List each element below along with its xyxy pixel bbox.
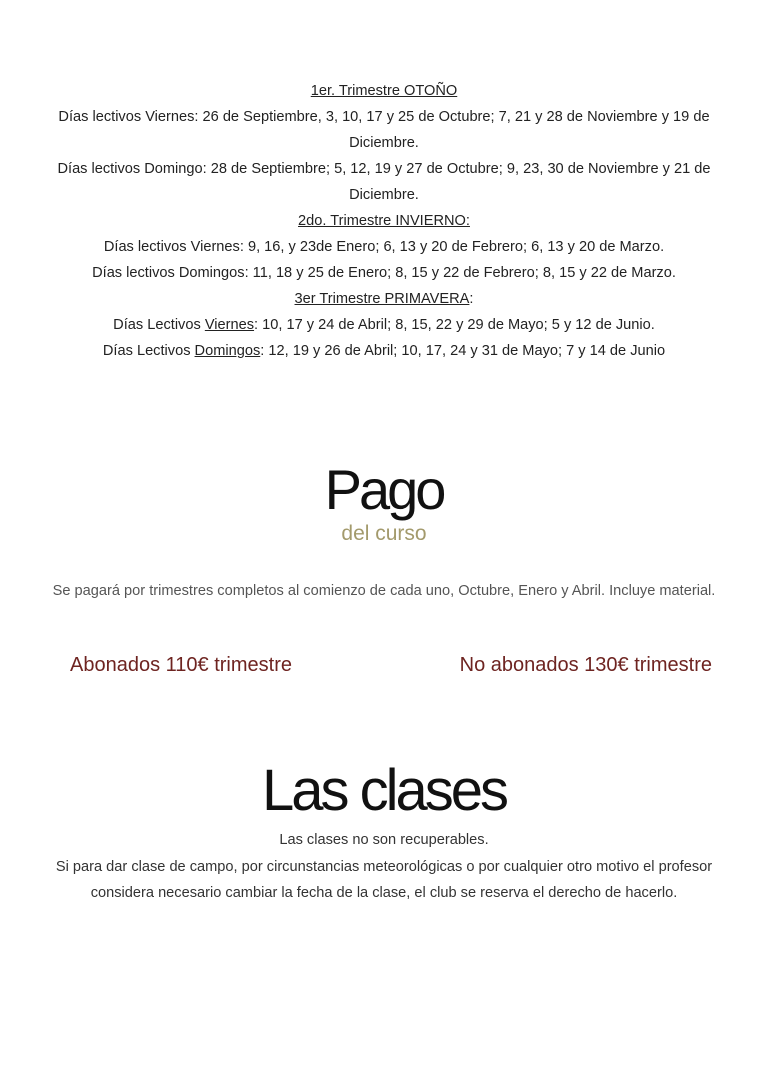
clases-title: Las clases: [261, 758, 507, 823]
trimestre-3-heading-line: [40, 286, 728, 312]
pago-title: Pago: [324, 458, 444, 521]
trimestre-1-viernes: Días lectivos Viernes: 26 de Septiembre, 3, 10, 17 y 25 de Octubre; 7, 21 y 28 de Noviembre y 19 de Diciembre.: [58, 109, 710, 151]
schedule-section: [40, 78, 728, 364]
trimestre-2-heading: 2do. Trimestre INVIERNO:: [298, 213, 470, 229]
trimestre-2-viernes: Días lectivos Viernes: 9, 16, y 23de Enero; 6, 13 y 20 de Febrero; 6, 13 y 20 de Marzo.: [103, 239, 665, 255]
trimestre-3-heading: 3er Trimestre PRIMAVERA: [294, 291, 470, 307]
pago-subtitle: del curso: [341, 522, 427, 545]
price-abonados: Abonados 110€ trimestre: [70, 654, 292, 676]
trimestre-3-viernes-rest: : 10, 17 y 24 de Abril; 8, 15, 22 y 29 de Mayo; 5 y 12 de Junio.: [254, 317, 655, 333]
clases-line-2: Si para dar clase de campo, por circunstancias meteorológicas o por cualquier otro motivo el profesor considera necesario cambiar la fecha de la clase, el club se reserva el derecho de hacerlo.: [55, 858, 713, 901]
trimestre-2-domingo: Días lectivos Domingos: 11, 18 y 25 de Enero; 8, 15 y 22 de Febrero; 8, 15 y 22 de Marzo.: [92, 265, 676, 281]
trimestre-3-domingo-word: Domingos: [194, 343, 261, 359]
trimestre-3-viernes-prefix: Días Lectivos: [113, 317, 205, 333]
trimestre-3-heading-suffix: :: [469, 291, 474, 307]
clases-description: [50, 827, 718, 907]
trimestre-3-domingo: [40, 338, 728, 364]
trimestre-1-heading: 1er. Trimestre OTOÑO: [310, 83, 458, 99]
trimestre-3-viernes: [40, 312, 728, 338]
price-no-abonados: No abonados 130€ trimestre: [459, 654, 712, 676]
trimestre-3-domingo-rest: : 12, 19 y 26 de Abril; 10, 17, 24 y 31 de Mayo; 7 y 14 de Junio: [260, 343, 666, 359]
clases-line-1: Las clases no son recuperables.: [279, 832, 489, 848]
trimestre-1-domingo: Días lectivos Domingo: 28 de Septiembre; 5, 12, 19 y 27 de Octubre; 9, 23, 30 de Noviembre y 21 de Diciembre.: [57, 161, 711, 203]
trimestre-3-viernes-word: Viernes: [204, 317, 255, 333]
pago-description: Se pagará por trimestres completos al comienzo de cada uno, Octubre, Enero y Abril. Incluye material.: [52, 583, 716, 599]
trimestre-3-domingo-prefix: Días Lectivos: [102, 343, 195, 359]
